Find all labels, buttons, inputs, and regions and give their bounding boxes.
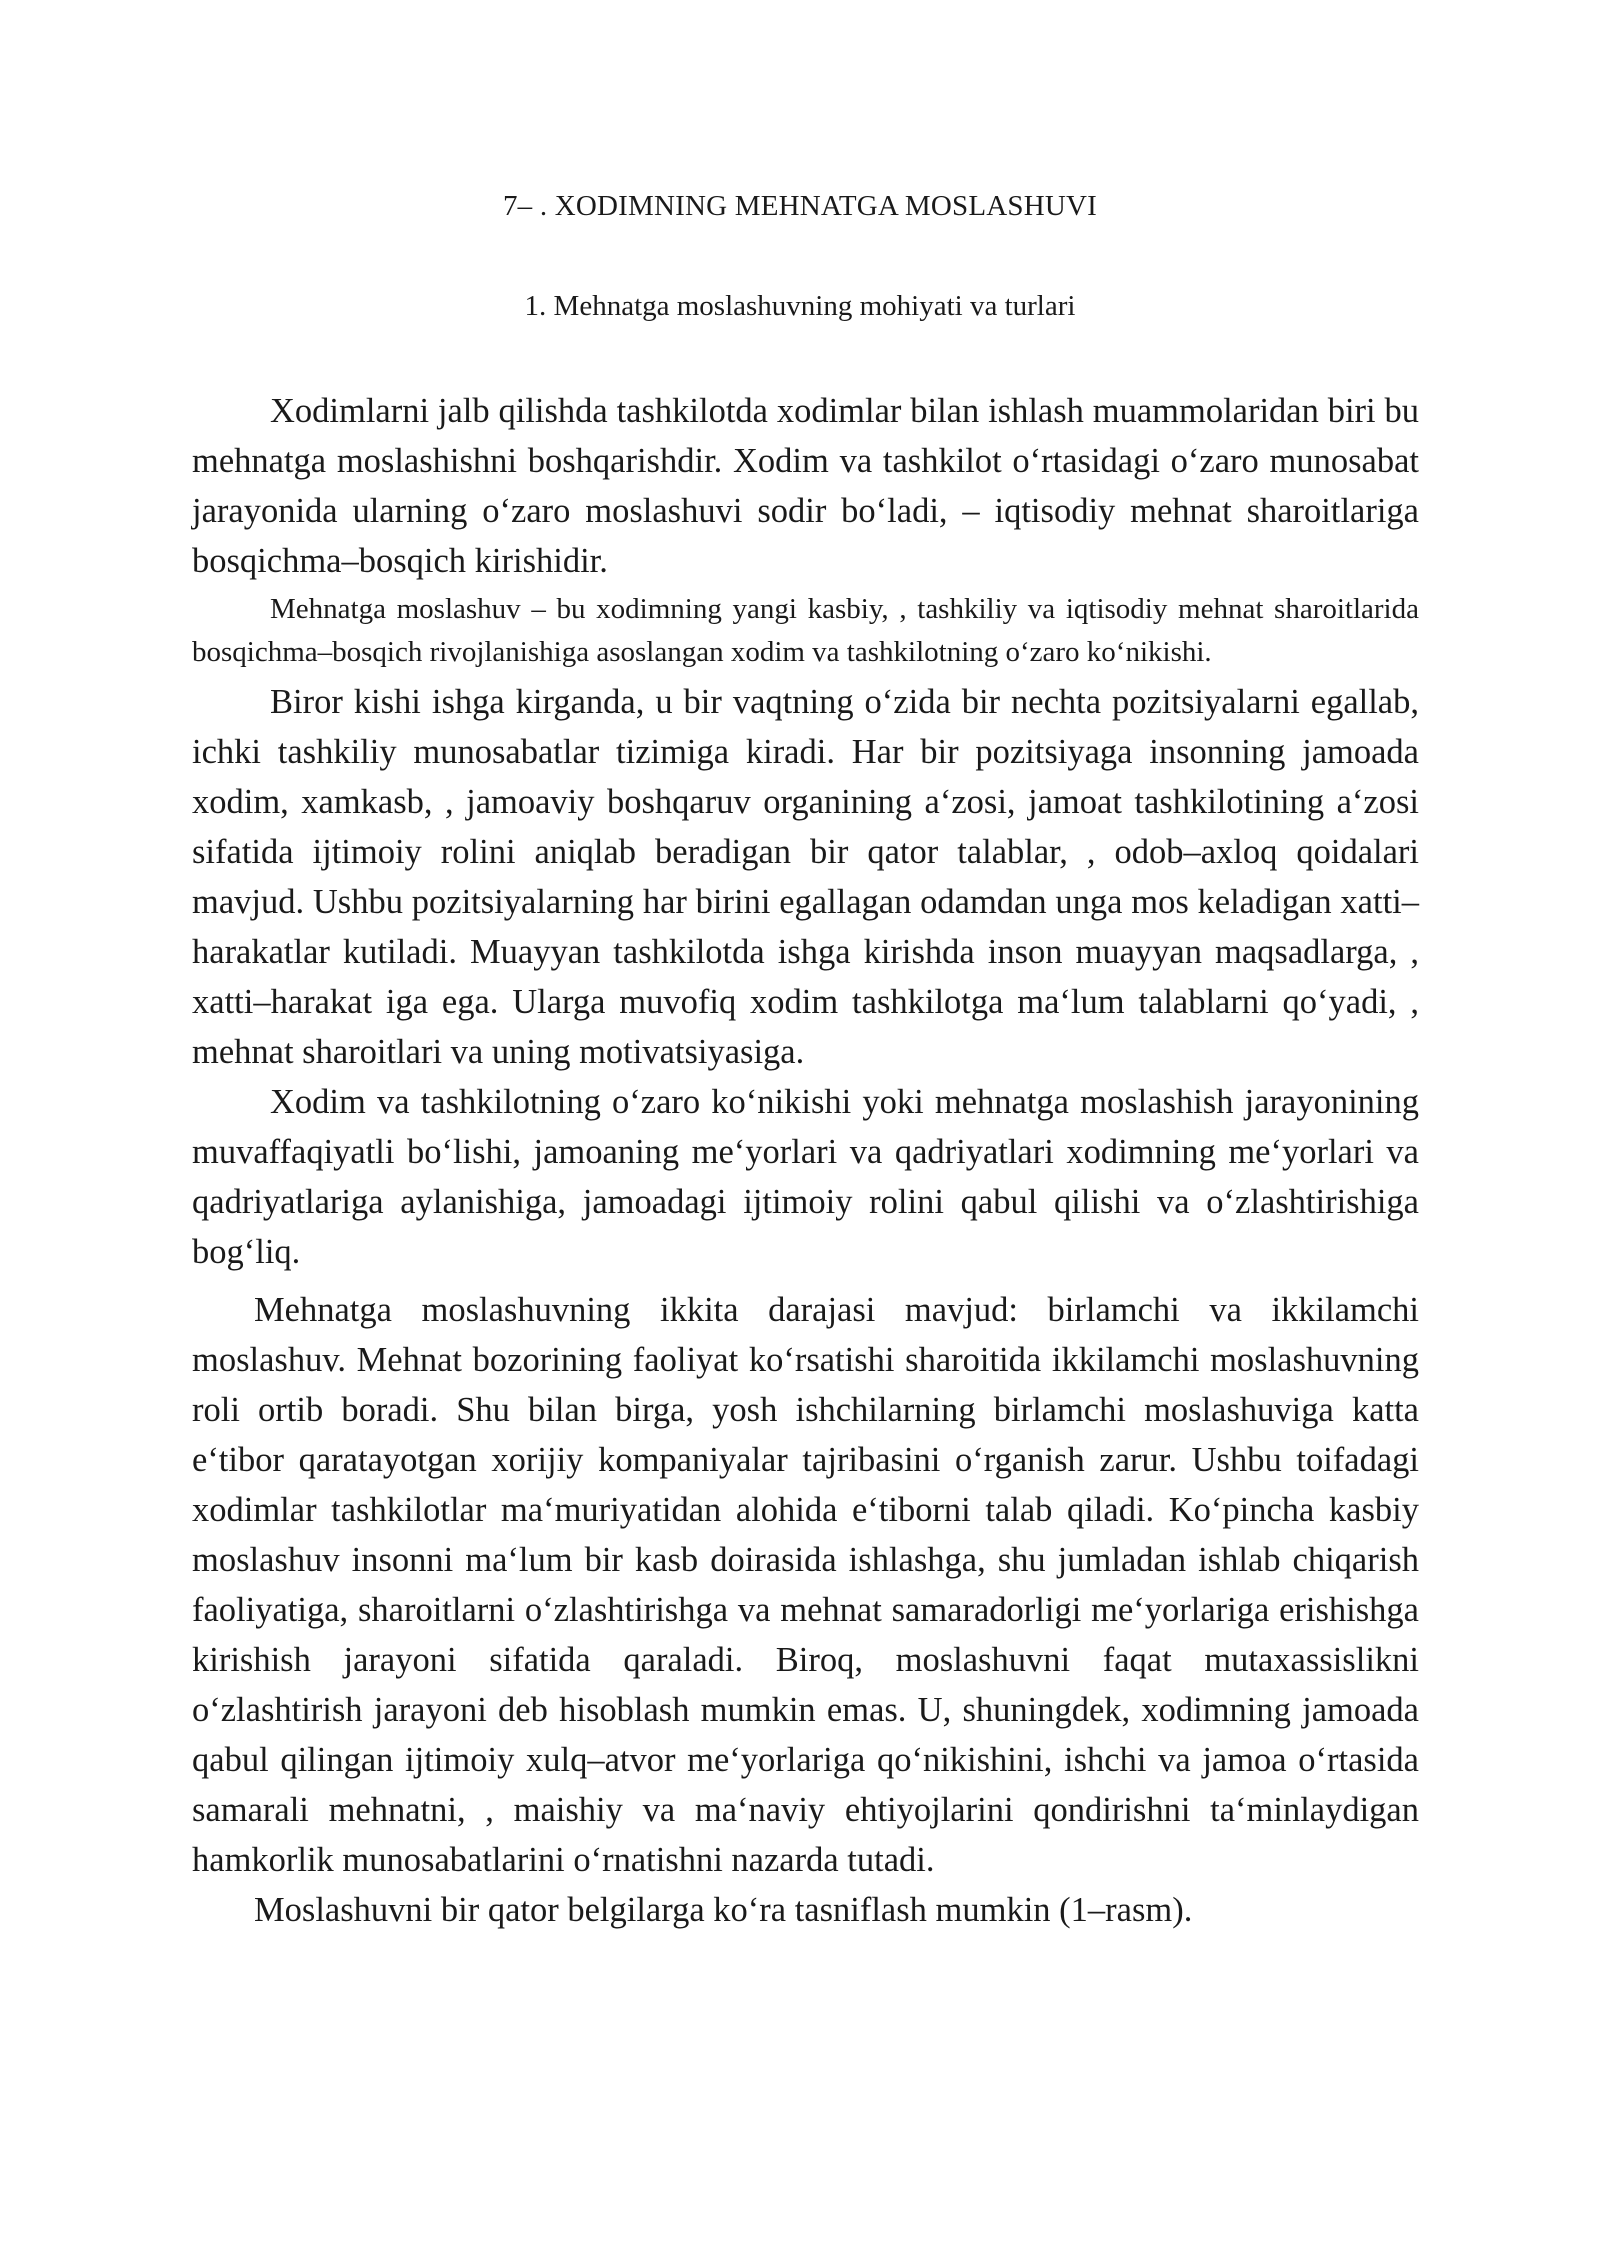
paragraph-adaptation-success: Xodim va tashkilotning o‘zaro ko‘nikishi yoki mehnatga moslashish jarayonining muvaffaqiyatli bo‘lishi, jamoaning me‘yorlari va qadriyatlari xodimning me‘yorlari va qadriyatlariga aylanishiga, jamoadagi ijtimoiy rolini qabul qilishi va o‘zlashtirishiga bog‘liq. xyxy=(192,1083,1419,1271)
paragraph-positions: Biror kishi ishga kirganda, u bir vaqtning o‘zida bir nechta pozitsiyalarni egallab, ichki tashkiliy munosabatlar tizimiga kiradi. Har bir pozitsiyaga insonning jamoada xodim, xamkasb, , jamoaviy boshqaruv organining a‘zosi, jamoat tashkilotining a‘zosi sifatida ijtimoiy rolini aniqlab beradigan bir qator talablar, , odob–axloq qoidalari mavjud. Ushbu pozitsiyalarning har birini egallagan odamdan unga mos keladigan xatti–harakatlar kutiladi. Muayyan tashkilotda ishga kirishda inson muayyan maqsadlarga, , xatti–harakat iga ega. Ularga muvofiq xodim tashkilotga ma‘lum talablarni qo‘yadi, , mehnat sharoitlari va uning motivatsiyasiga. xyxy=(192,683,1419,1071)
paragraph-intro: Xodimlarni jalb qilishda tashkilotda xodimlar bilan ishlash muammolaridan biri bu mehnatga moslashishni boshqarishdir. Xodim va tashkilot o‘rtasidagi o‘zaro munosabat jarayonida ularning o‘zaro moslashuvi sodir bo‘ladi, – iqtisodiy mehnat sharoitlariga bosqichma–bosqich kirishidir. xyxy=(192,392,1419,580)
section-title: 1. Mehnatga moslashuvning mohiyati va turlari xyxy=(524,290,1076,322)
paragraph-adaptation-levels: Mehnatga moslashuvning ikkita darajasi mavjud: birlamchi va ikkilamchi moslashuv. Mehnat bozorining faoliyat ko‘rsatishi sharoitida ikkilamchi moslashuvning roli ortib boradi. Shu bilan birga, yosh ishchilarning birlamchi moslashuviga katta e‘tibor qaratayotgan xorijiy kompaniyalar tajribasini o‘rganish zarur. Ushbu toifadagi xodimlar tashkilotlar ma‘muriyatidan alohida e‘tiborni talab qiladi. Ko‘pincha kasbiy moslashuv insonni ma‘lum bir kasb doirasida ishlashga, shu jumladan ishlab chiqarish faoliyatiga, sharoitlarni o‘zlashtirishga va mehnat samaradorligi me‘yorlariga erishishga kirishish jarayoni sifatida qaraladi. Biroq, moslashuvni faqat mutaxassislikni o‘zlashtirish jarayoni deb hisoblash mumkin emas. U, shuningdek, xodimning jamoada qabul qilingan ijtimoiy xulq–atvor me‘yorlariga qo‘nikishini, ishchi va jamoa o‘rtasida samarali mehnatni, , maishiy va ma‘naviy ehtiyojlarini qondirishni ta‘minlaydigan hamkorlik munosabatlarini o‘rnatishni nazarda tutadi. xyxy=(192,1291,1419,1879)
paragraph-classification: Moslashuvni bir qator belgilarga ko‘ra tasniflash mumkin (1–rasm). xyxy=(254,1891,1193,1929)
chapter-title: 7– . XODIMNING MEHNATGA MOSLASHUVI xyxy=(502,190,1098,222)
definition-paragraph: Mehnatga moslashuv – bu xodimning yangi kasbiy, , tashkiliy va iqtisodiy mehnat sharoitlarida bosqichma–bosqich rivojlanishiga asoslangan xodim va tashkilotning o‘zaro ko‘nikishi. xyxy=(192,593,1419,668)
body-text xyxy=(192,386,1419,1935)
